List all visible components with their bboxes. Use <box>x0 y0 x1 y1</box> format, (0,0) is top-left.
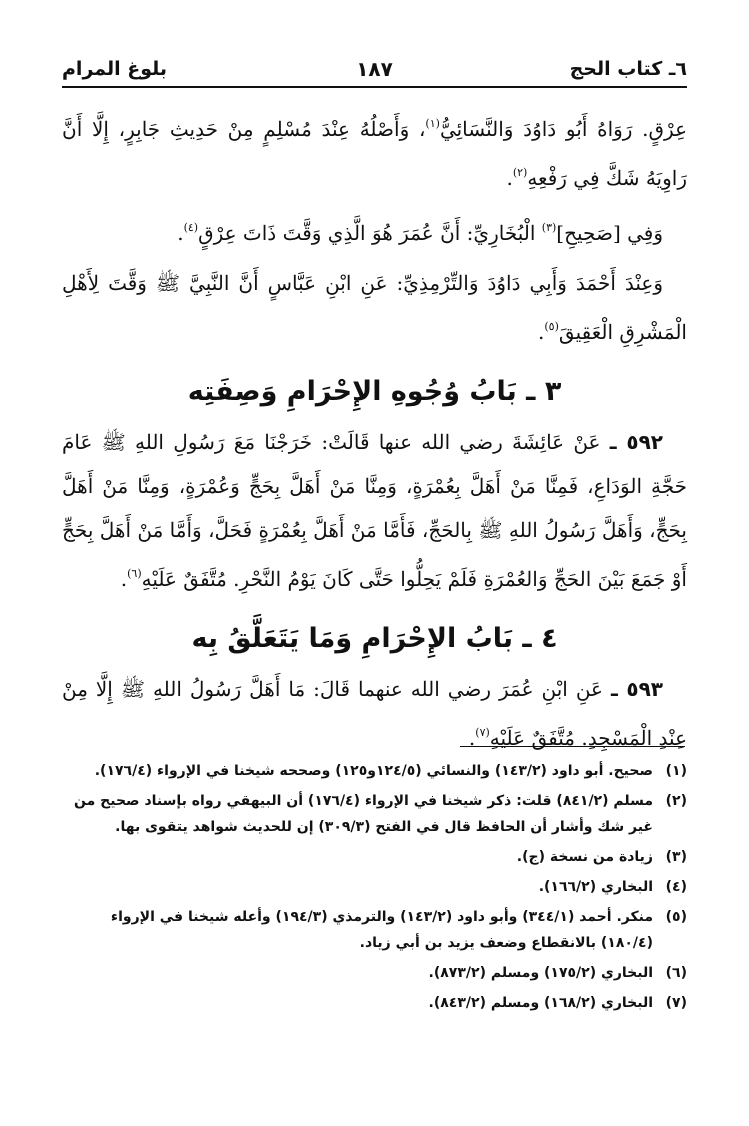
header-book-title: بلوغ المرام <box>62 58 168 80</box>
hadith-592: ٥٩٢ ـ عَنْ عَائِشَةَ رضي الله عنها قَالَتْ: خَرَجْنَا مَعَ رَسُولِ اللهِ ﷺ عَامَ حَجَّةِ الوَدَاعِ، فَمِنَّا مَنْ أَهَلَّ بِعُمْرَةٍ، وَمِنَّا مَنْ أَهَلَّ بِحَجٍّ وَعُمْرَةٍ، وَمِنَّا مَنْ أَهَلَّ بِحَجٍّ، وَأَهَلَّ رَسُولُ اللهِ ﷺ بِالحَجِّ، فَأَمَّا مَنْ أَهَلَّ بِعُمْرَةٍ فَحَلَّ، وَأَمَّا مَنْ أَهَلَّ بِحَجٍّ أَوْ جَمَعَ بَيْنَ الحَجِّ وَالعُمْرَةِ فَلَمْ يَحِلُّوا حَتَّى كَانَ يَوْمُ النَّحْرِ. مُتَّفَقٌ عَلَيْهِ$^{(٦)}$. <box>62 430 687 591</box>
hadith-number: ٥٩٣ ـ <box>610 677 663 701</box>
page-number: ١٨٧ <box>356 57 393 81</box>
footnote-marker: (٤) <box>183 221 199 234</box>
hadith-number: ٥٩٢ ـ <box>609 430 663 454</box>
footnote-7: (٧) البخاري (١٦٨/٢) ومسلم (٨٤٣/٢). <box>428 995 687 1011</box>
footnote-2: (٢) مسلم (٨٤١/٢) قلت: ذكر شيخنا في الإرواء (١٧٦/٤) أن البيهقي رواه بإسناد صحيح من غير شك وأشار أن الحافظ قال في الفتح (٣٠٩/٣) إن للحديث شواهد يتقوى بها. <box>74 793 687 835</box>
footnote-marker: (١) <box>425 117 440 130</box>
main-text <box>62 102 687 766</box>
footnote-3: (٣) زيادة من نسخة (ج). <box>516 849 687 865</box>
paragraph-2: وَفِي [صَحِيحِ]$^{(٣)}$ الْبُخَارِيِّ: أَنَّ عُمَرَ هُوَ الَّذِي وَقَّتَ ذَاتَ عِرْقٍ$^{(٤)}$. <box>177 221 663 245</box>
footnote-5: (٥) منكر. أحمد (٣٤٤/١) وأبو داود (١٤٣/٢) والترمذي (١٩٤/٣) وأعله شيخنا في الإرواء (١٨٠/٤) بالانقطاع وضعف يزيد بن أبي زياد. <box>110 909 687 951</box>
footnote-divider <box>460 746 685 747</box>
paragraph-3: وَعِنْدَ أَحْمَدَ وَأَبِي دَاوُدَ وَالتِّرْمِذِيِّ: عَنِ ابْنِ عَبَّاسٍ أَنَّ النَّبِيَّ ﷺ وَقَّتَ لِأَهْلِ الْمَشْرِقِ الْعَقِيقَ$^{(٥)}$. <box>62 271 687 344</box>
chapter-heading-3: ٣ ـ بَابُ وُجُوهِ الإِحْرَامِ وَصِفَتِه <box>187 376 562 407</box>
footnotes <box>62 758 687 1020</box>
footnote-marker: (٥) <box>544 320 559 333</box>
header-chapter-title: ٦ـ كتاب الحج <box>569 58 687 80</box>
footnote-marker: (٦) <box>127 567 142 580</box>
paragraph-1: عِرْقٍ. رَوَاهُ أَبُو دَاوُدَ وَالنَّسَائِيُّ$^{(١)}$، وَأَصْلُهُ عِنْدَ مُسْلِمٍ مِنْ حَدِيثِ جَابِرٍ، إِلَّا أَنَّ رَاوِيَهُ شَكَّ فِي رَفْعِهِ$^{(٢)}$. <box>62 117 687 190</box>
footnote-marker: (٧) <box>475 726 490 739</box>
hadith-593: ٥٩٣ ـ عَنِ ابْنِ عُمَرَ رضي الله عنهما قَالَ: مَا أَهَلَّ رَسُولُ اللهِ ﷺ إِلَّا مِنْ عِنْدِ الْمَسْجِدِ. مُتَّفَقٌ عَلَيْهِ$^{(٧)}$. <box>62 677 687 750</box>
chapter-heading-4: ٤ ـ بَابُ الإِحْرَامِ وَمَا يَتَعَلَّقُ بِه <box>191 623 558 654</box>
footnote-marker: (٣) <box>541 221 557 234</box>
page-header <box>62 52 687 88</box>
footnote-6: (٦) البخاري (١٧٥/٢) ومسلم (٨٧٣/٢). <box>428 965 687 981</box>
footnote-4: (٤) البخاري (١٦٦/٢). <box>538 879 687 895</box>
footnote-marker: (٢) <box>512 166 528 179</box>
footnote-1: (١) صحيح. أبو داود (١٤٣/٢) والنسائي (١٢٤/٥و١٢٥) وصححه شيخنا في الإرواء (١٧٦/٤). <box>94 763 687 779</box>
